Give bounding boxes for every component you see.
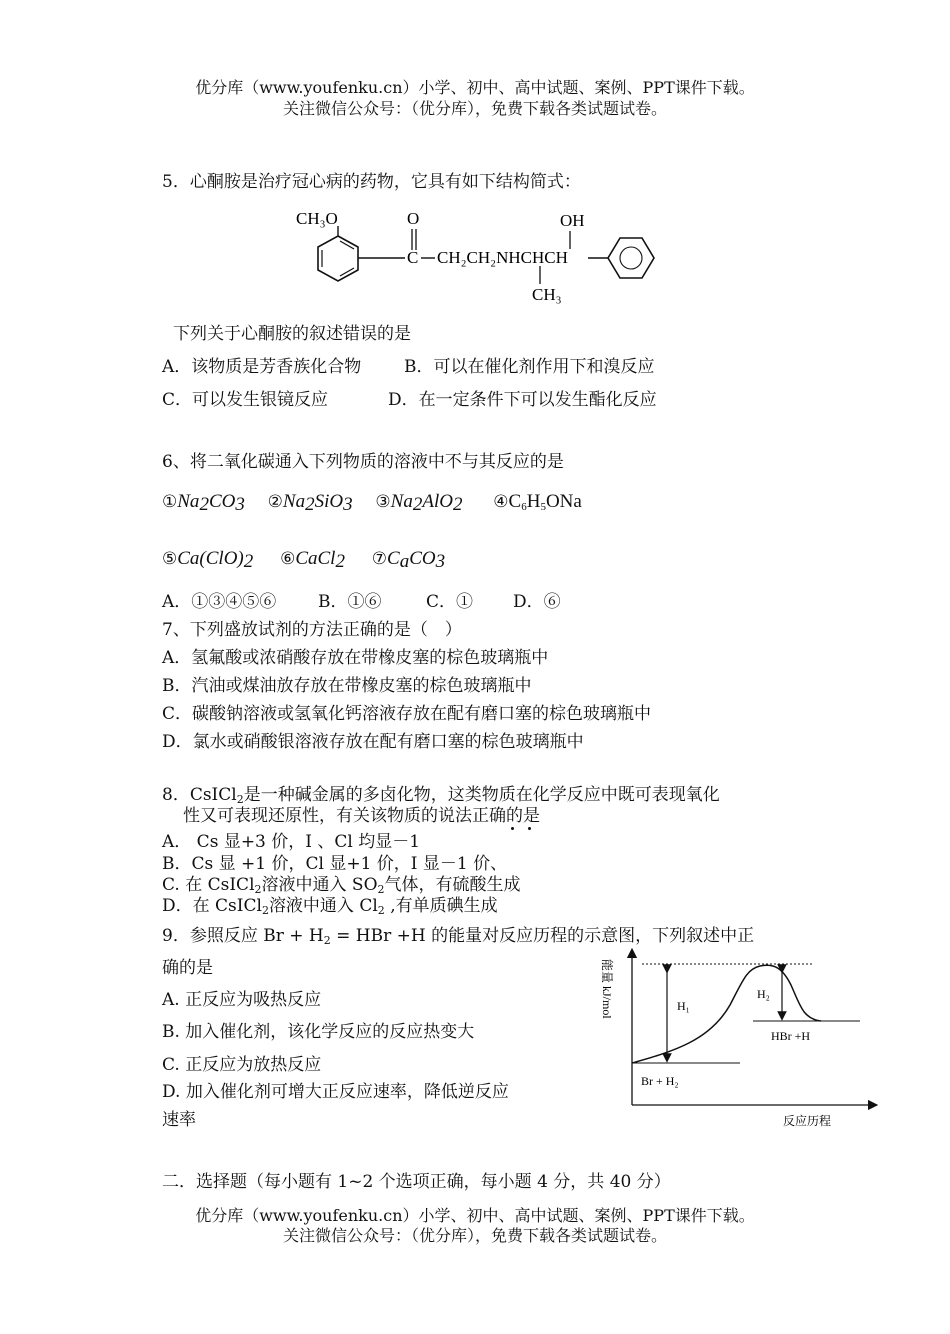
q8-option-d: D．在 CsICl$_2$溶液中通入 $Cl_2$ ,有单质碘生成: [162, 896, 498, 917]
q5-option-b: B．可以在催化剂作用下和溴反应: [404, 357, 655, 377]
x-axis-label: 反应历程: [783, 1114, 832, 1128]
emphasis-dot: [511, 827, 514, 830]
q7-stem: 7、下列盛放试剂的方法正确的是（ ）: [162, 620, 462, 640]
q9-option-c: C. 正反应为放热反应: [162, 1055, 322, 1075]
q6-option-b: B．①⑥: [318, 592, 382, 612]
q6-stem: 6、将二氧化碳通入下列物质的溶液中不与其反应的是: [162, 452, 564, 472]
q6-substance-4: $④C_6H_5ONa$: [493, 491, 582, 513]
reaction-curve: [632, 965, 821, 1063]
q6-substances-row-1: [162, 488, 582, 516]
q7-option-b: B．汽油或煤油放存放在带橡皮塞的棕色玻璃瓶中: [162, 676, 532, 696]
q6-substance-6: ⑥CaCl$_2$: [280, 548, 345, 572]
q7-option-a: A．氢氟酸或浓硝酸存放在带橡皮塞的棕色玻璃瓶中: [162, 648, 549, 668]
q5-option-c: C．可以发生银镜反应: [162, 390, 329, 410]
q9-stem-continued: 确的是: [162, 958, 213, 978]
q9-option-d-continued: 速率: [162, 1110, 196, 1130]
emphasis-dot: [528, 827, 531, 830]
left-benzene-ring: [318, 236, 358, 281]
q8-option-c: C. 在 CsICl$_2$溶液中通入 $SO_2$气体，有硫酸生成: [162, 875, 521, 896]
q7-option-d: D．氯水或硝酸银溶液存放在配有磨口塞的棕色玻璃瓶中: [162, 732, 584, 752]
q9-stem: 9．参照反应 $Br + H_2$ = HBr +H 的能量对反应历程的示意图，下列叙述中正: [162, 926, 755, 947]
q6-substance-3: $③Na_2AlO_2$: [375, 491, 463, 515]
q5-prompt: 下列关于心酮胺的叙述错误的是: [173, 324, 411, 344]
q6-substance-7: $⑦C_aCO_3$: [371, 548, 446, 572]
q5-option-d: D．在一定条件下可以发生酯化反应: [388, 390, 657, 410]
q8-stem-continued: 性又可表现还原性，有关该物质的说法正确的是: [183, 806, 540, 826]
q7-option-c: C．碳酸钠溶液或氢氧化钙溶液存放在配有磨口塞的棕色玻璃瓶中: [162, 704, 652, 724]
energy-profile-diagram: [595, 945, 880, 1135]
q9-option-a: A. 正反应为吸热反应: [162, 990, 322, 1010]
right-benzene-ring: [608, 238, 654, 278]
ch3o-label: CH₃O: [296, 209, 338, 228]
q6-substance-2: $②Na_2SiO_3$: [267, 491, 353, 515]
reactants-label: Br + H₂: [641, 1074, 679, 1088]
q6-option-c: C．①: [426, 592, 474, 612]
q5-option-a: A．该物质是芳香族化合物: [162, 357, 362, 377]
h2-label: H₂: [757, 987, 770, 1001]
q8-stem: 8．CsICl$_2$是一种碱金属的多卤化物，这类物质在化学反应中既可表现氧化: [162, 785, 720, 806]
q6-substance-5: $⑤Ca(ClO)_2$: [162, 548, 254, 572]
y-axis-label: 能量 kJ/mol: [600, 959, 614, 1019]
q6-substance-1: $①Na_2CO_3$: [162, 491, 245, 515]
q6-substances-row-2: [162, 545, 445, 573]
header-line-1: 优分库（www.youfenku.cn）小学、初中、高中试题、案例、PPT课件下载。: [195, 78, 755, 97]
carbonyl-oxygen: O: [407, 209, 420, 228]
methyl-label: CH₃: [532, 285, 562, 304]
chain-label: CH₂CH₂NHCHCH: [437, 248, 568, 267]
carbonyl-carbon: C: [407, 248, 419, 267]
q6-option-a: A．①③④⑤⑥: [162, 592, 277, 612]
footer-line-2: 关注微信公众号：（优分库），免费下载各类试题试卷。: [282, 1226, 667, 1245]
q6-option-d: D．⑥: [513, 592, 561, 612]
q8-option-a: A． Cs 显+3 价，I 、Cl 均显－1: [162, 832, 421, 852]
hydroxyl-label: OH: [560, 211, 585, 230]
q9-option-b: B. 加入催化剂，该化学反应的反应热变大: [162, 1022, 475, 1042]
section-2-heading: 二．选择题（每小题有 1~2 个选项正确，每小题 4 分，共 40 分）: [162, 1172, 671, 1192]
q5-stem: 5．心酮胺是治疗冠心病的药物，它具有如下结构简式：: [162, 172, 581, 192]
h1-label: H₁: [677, 999, 690, 1013]
q8-option-b: B．Cs 显 +1 价，Cl 显+1 价，I 显－1 价、: [162, 854, 508, 874]
footer-line-1: 优分库（www.youfenku.cn）小学、初中、高中试题、案例、PPT课件下载。: [195, 1206, 755, 1225]
products-label: HBr +H: [771, 1029, 811, 1043]
q9-option-d: D. 加入催化剂可增大正反应速率，降低逆反应: [162, 1082, 509, 1102]
q5-structure-diagram: [290, 202, 670, 306]
header-line-2: 关注微信公众号：（优分库），免费下载各类试题试卷。: [282, 99, 667, 118]
